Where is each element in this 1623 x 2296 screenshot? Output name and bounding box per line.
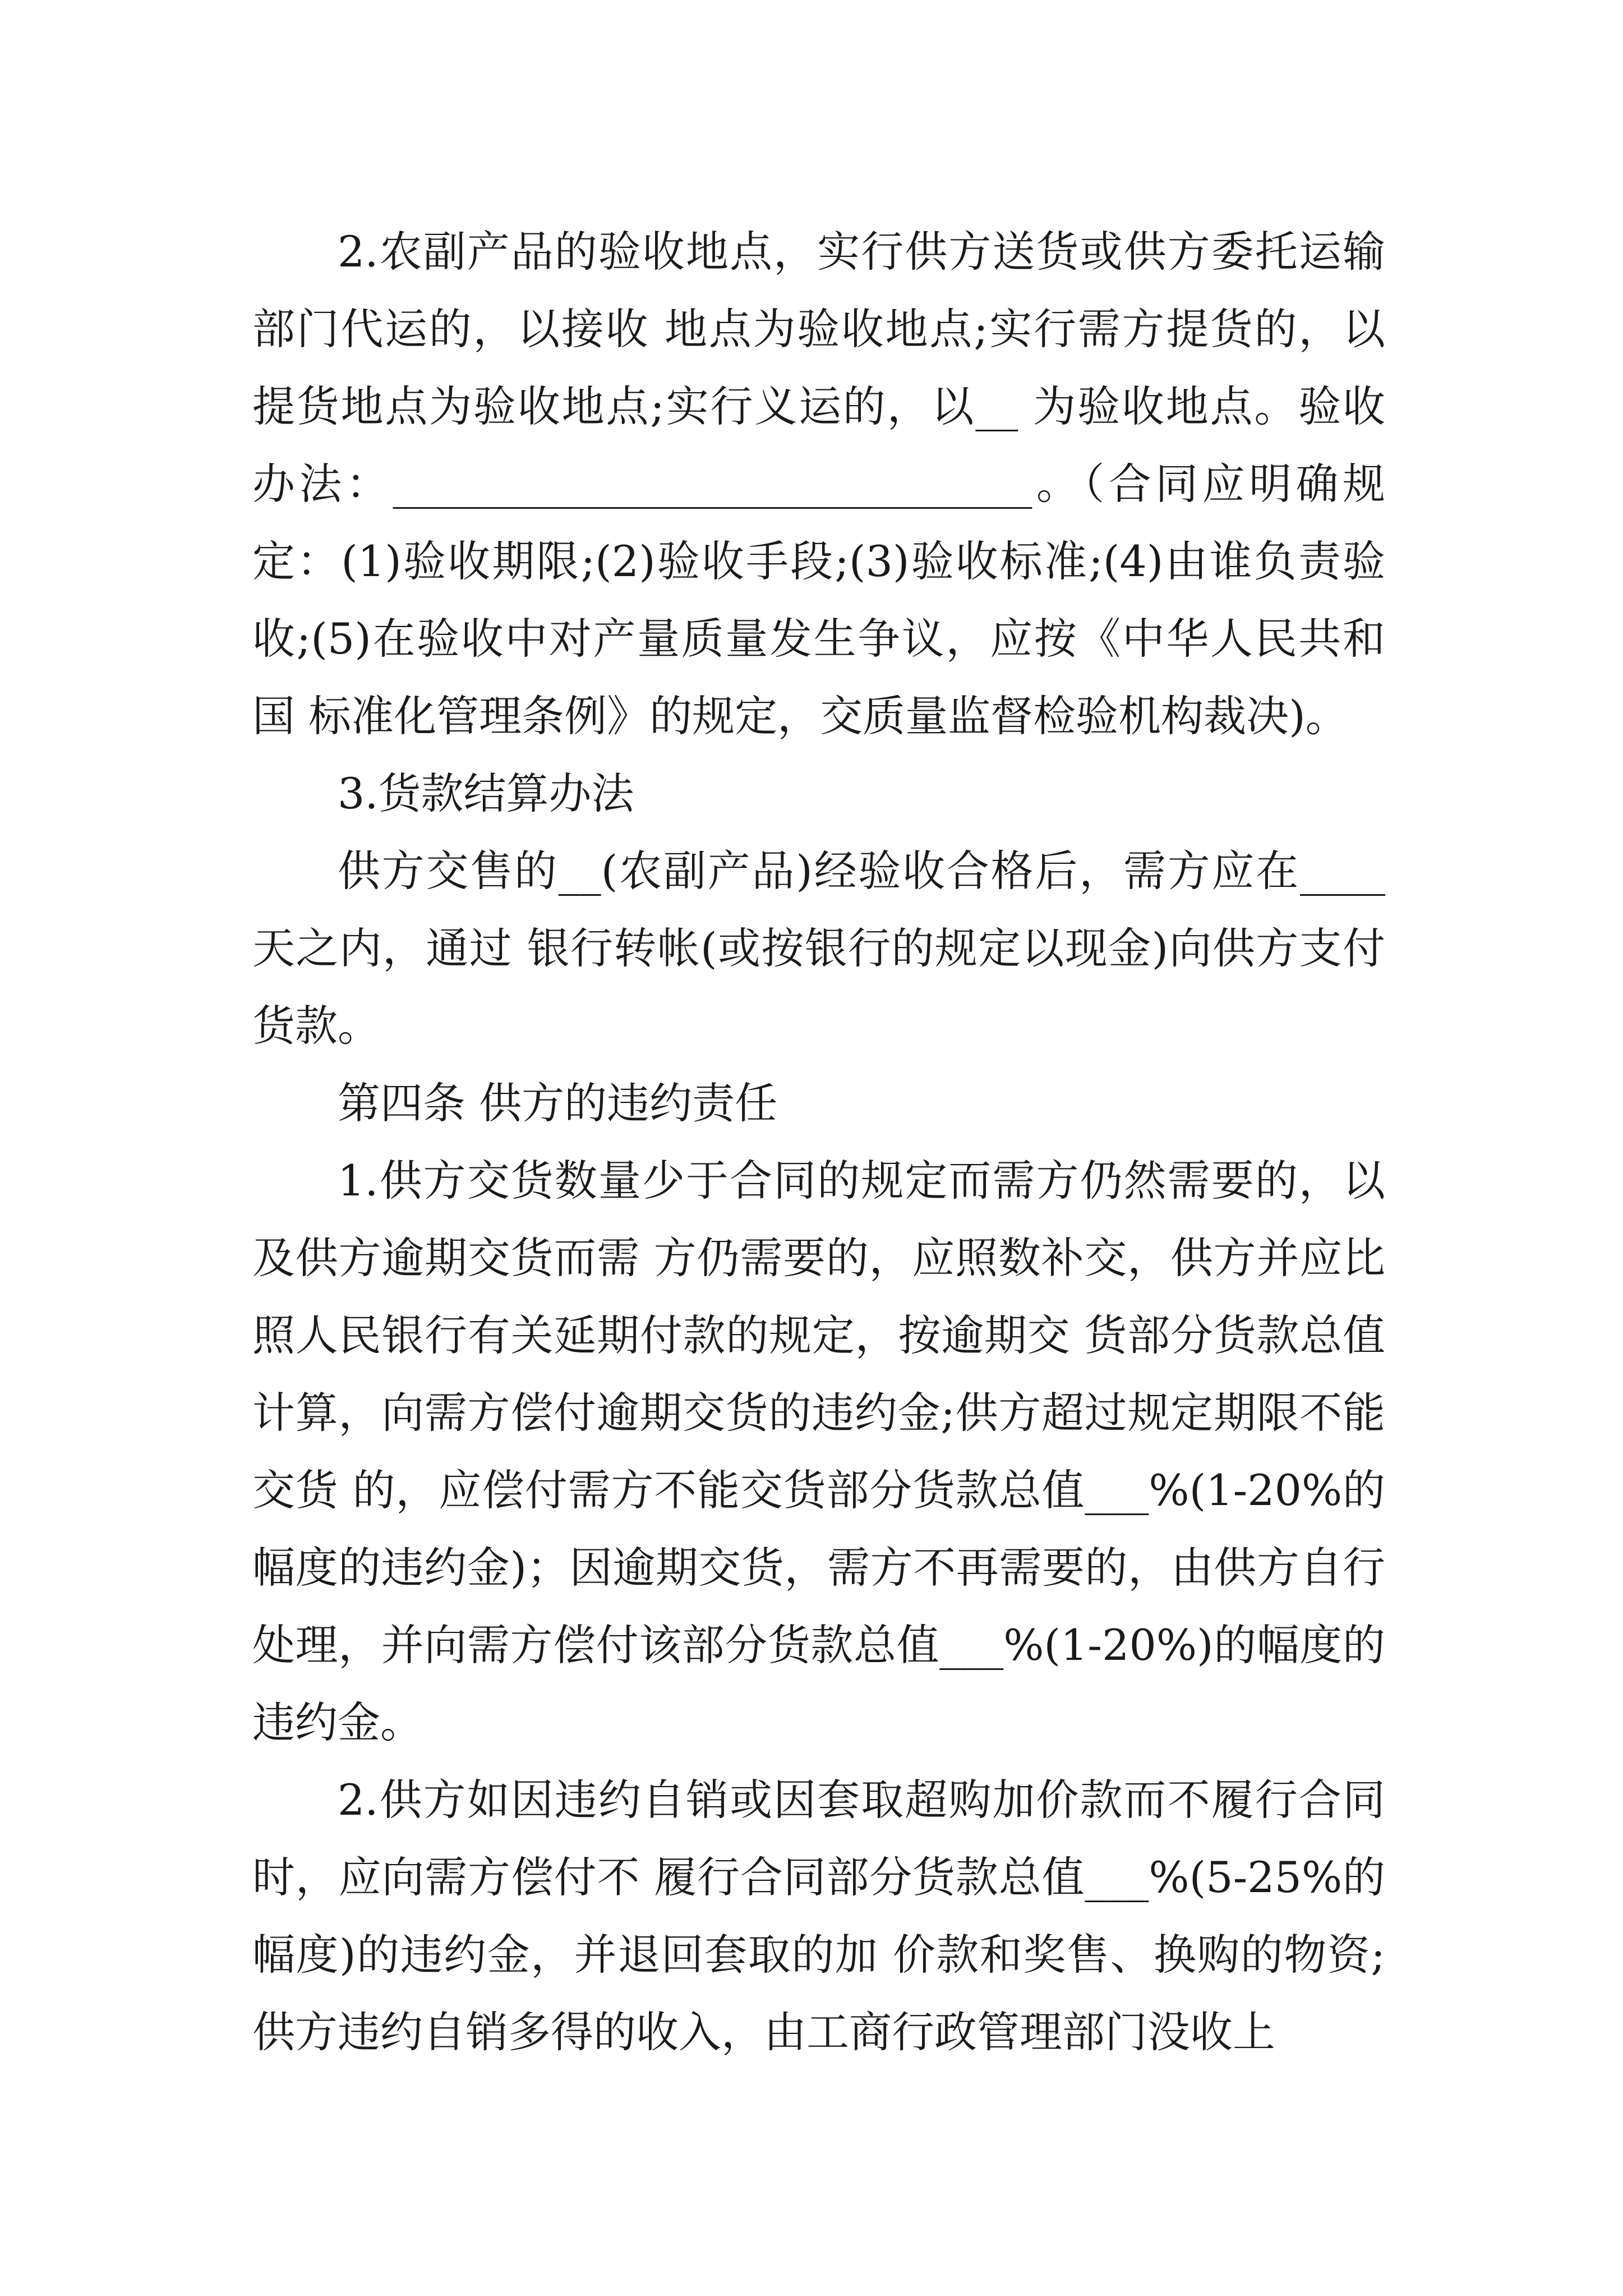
- paragraph-late-delivery-penalty: 1.供方交货数量少于合同的规定而需方仍然需要的，以及供方逾期交货而需 方仍需要的，应照数补交，供方并应比照人民银行有关延期付款的规定，按逾期交 货部分货款总值计算，向需方偿付逾期交货的违约金;供方超过规定期限不能交货 的，应偿付需方不能交货部分货款总值___%(1-20%的幅度的违约金)；因逾期交货，需方不再需要的，由供方自行处理，并向需方偿付该部分货款总值___%(1-20%)的幅度的违约金。: [252, 1156, 1385, 1747]
- paragraph-acceptance-location: 2.农副产品的验收地点，实行供方送货或供方委托运输部门代运的，以接收 地点为验收地点;实行需方提货的，以提货地点为验收地点;实行义运的，以__ 为验收地点。验收办法：______________________________。（合同应明确规定：(1)验收期限;(2)验收手段;(3)验收标准;(4)由谁负责验收;(5)在验收中对产量质量发生争议，应按《中华人民共和国 标准化管理条例》的规定，交质量监督检验机构裁决)。: [252, 227, 1385, 741]
- heading-payment-settlement: 3.货款结算办法: [338, 769, 634, 818]
- heading-article-four: 第四条 供方的违约责任: [338, 1078, 778, 1128]
- paragraph-payment-terms: 供方交售的__(农副产品)经验收合格后，需方应在____天之内，通过 银行转帐(或按银行的规定以现金)向供方支付货款。: [252, 846, 1385, 1051]
- paragraph-breach-penalty: 2.供方如因违约自销或因套取超购加价款而不履行合同时，应向需方偿付不 履行合同部分货款总值___%(5-25%的幅度)的违约金，并退回套取的加 价款和奖售、换购的物资;供方违约自销多得的收入，由工商行政管理部门没收上: [252, 1775, 1385, 2057]
- document-body: [252, 213, 1385, 2071]
